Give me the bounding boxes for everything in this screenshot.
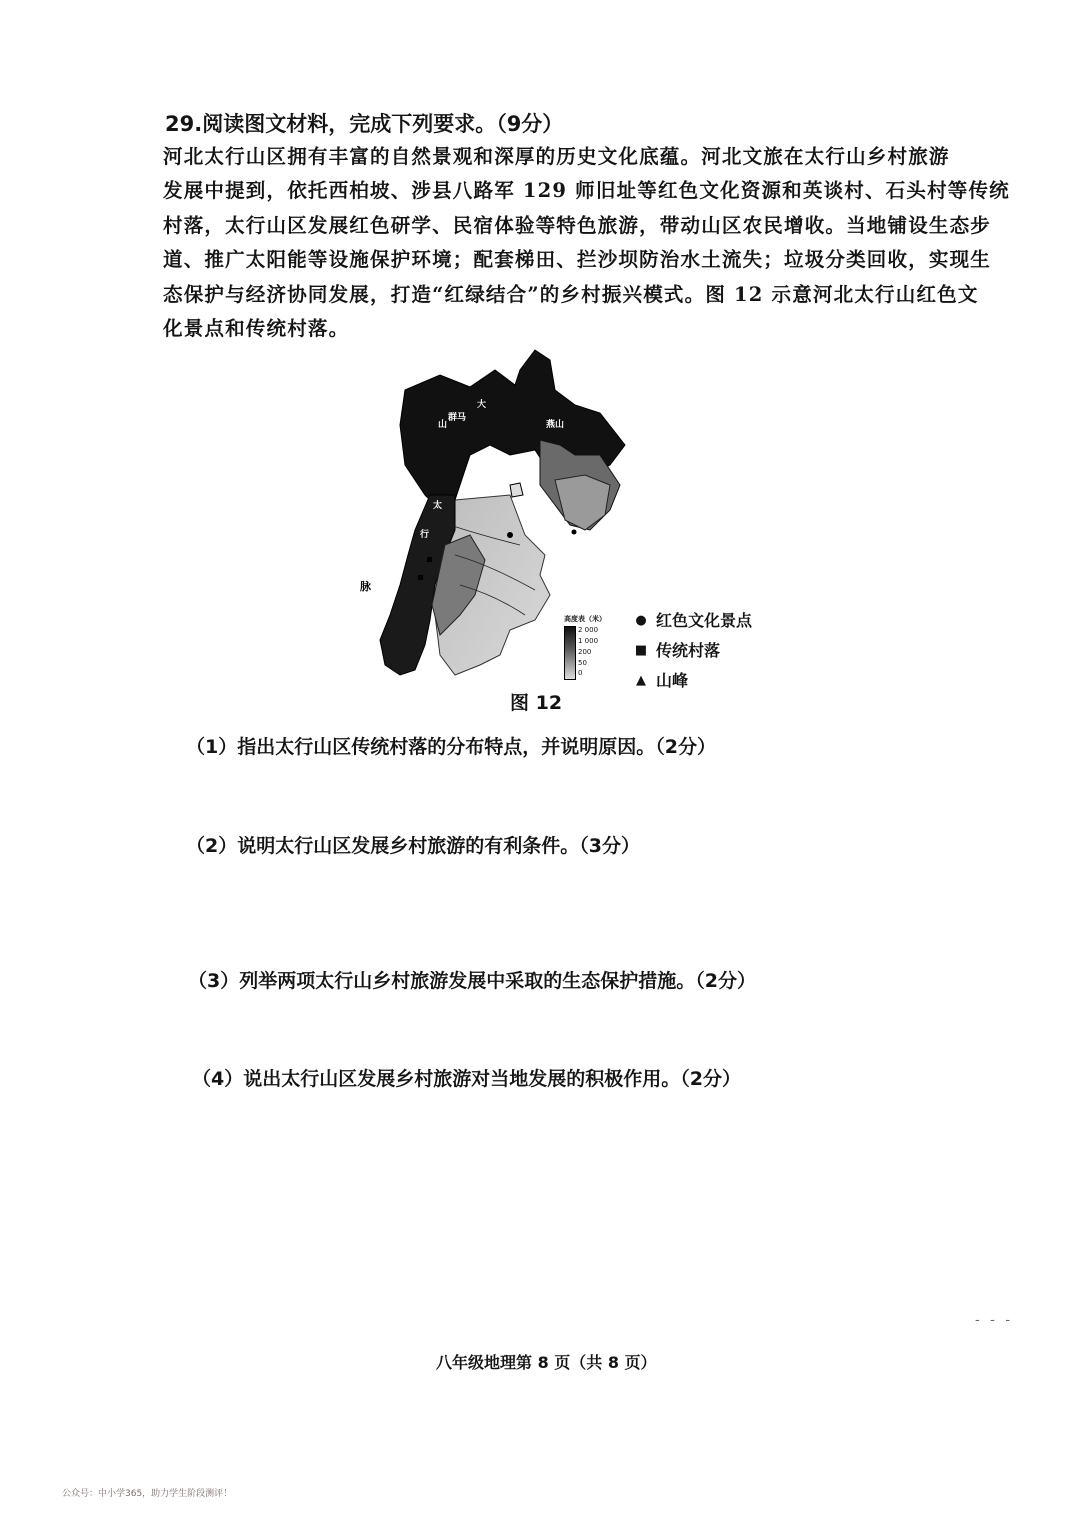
scale-tick: 1 000 xyxy=(578,637,599,645)
question-paragraph xyxy=(163,140,1010,346)
map-legend xyxy=(632,606,752,696)
scale-tick: 200 xyxy=(578,648,592,656)
red-site-marker xyxy=(572,530,577,535)
subquestion-3: （3）列举两项太行山乡村旅游发展中采取的生态保护措施。（2分） xyxy=(188,970,756,992)
label-tai: 太 xyxy=(433,501,443,511)
question-title: 29.阅读图文材料，完成下列要求。（9分） xyxy=(165,112,564,136)
legend-label: 传统村落 xyxy=(656,641,721,660)
scale-tick: 0 xyxy=(578,669,583,677)
label-qun-ma: 群马 xyxy=(448,413,467,423)
legend-label: 山峰 xyxy=(656,671,689,690)
triangle-icon: ▲ xyxy=(636,673,646,688)
label-xing: 行 xyxy=(420,530,430,540)
legend-label: 红色文化景点 xyxy=(656,611,753,630)
dot-icon: ● xyxy=(635,613,647,628)
label-shan-mid: 山 xyxy=(393,556,403,566)
east-lowland xyxy=(555,475,610,530)
square-icon: ■ xyxy=(634,643,648,658)
label-yan-shan: 燕山 xyxy=(546,420,565,430)
subquestion-4: （4）说出太行山区发展乡村旅游对当地发展的积极作用。（2分） xyxy=(192,1068,741,1090)
legend-row-red-site xyxy=(632,606,752,636)
paragraph-line: 发展中提到，依托西柏坡、涉县八路军 129 师旧址等红色文化资源和英谈村、石头村等传统 xyxy=(163,179,1010,203)
subquestion-1: （1）指出太行山区传统村落的分布特点，并说明原因。（2分） xyxy=(186,736,716,758)
label-mai: 脉 xyxy=(360,580,371,593)
village-marker xyxy=(418,575,423,580)
elevation-scale xyxy=(562,614,608,680)
paragraph-line: 村落，太行山区发展红色研学、民宿体验等特色旅游，带动山区农民增收。当地铺设生态步 xyxy=(163,213,992,237)
paragraph-line: 河北太行山区拥有丰富的自然景观和深厚的历史文化底蕴。河北文旅在太行山乡村旅游 xyxy=(163,145,950,168)
paragraph-line: 态保护与经济协同发展，打造“红绿结合”的乡村振兴模式。图 12 示意河北太行山红色文 xyxy=(163,282,979,306)
label-da: 大 xyxy=(477,400,487,410)
lake xyxy=(510,483,523,497)
label-shan-top: 山 xyxy=(438,420,448,430)
legend-row-village xyxy=(632,636,752,666)
margin-dots: - - - xyxy=(975,1312,1014,1328)
watermark-text: 公众号：中小学365，助力学生阶段测评！ xyxy=(62,1489,233,1499)
paragraph-line: 道、推广太阳能等设施保护环境；配套梯田、拦沙坝防治水土流失；垃圾分类回收，实现生 xyxy=(163,248,992,272)
paragraph-line: 化景点和传统村落。 xyxy=(163,317,350,341)
subquestion-2: （2）说明太行山区发展乡村旅游的有利条件。（3分） xyxy=(186,835,640,857)
scale-title: 高度表（米） xyxy=(564,615,606,623)
scale-tick: 50 xyxy=(578,659,587,667)
legend-row-peak xyxy=(632,666,752,696)
village-marker xyxy=(427,557,432,562)
scale-tick: 2 000 xyxy=(578,626,599,634)
figure-caption: 图 12 xyxy=(510,692,563,714)
scale-bar xyxy=(564,626,576,680)
red-site-marker xyxy=(507,532,513,538)
page-footer: 八年级地理第 8 页（共 8 页） xyxy=(436,1353,657,1372)
